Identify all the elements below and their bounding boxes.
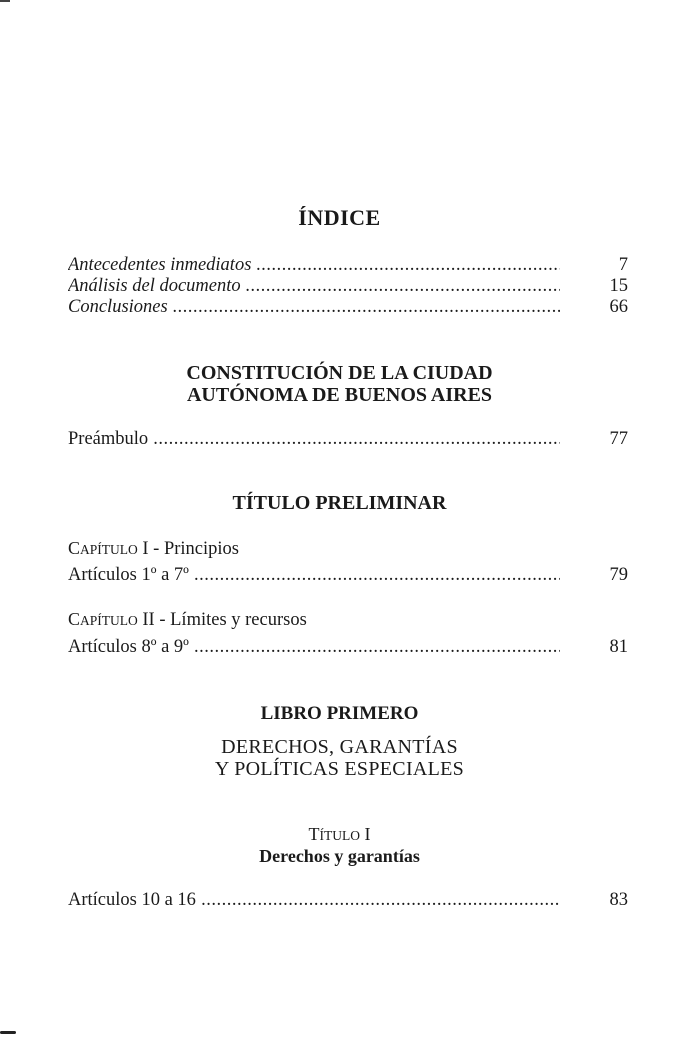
index-title: ÍNDICE xyxy=(298,205,381,230)
toc-entry-label: Artículos 10 a 16 ..... xyxy=(68,889,560,911)
toc-entry-page: 77 xyxy=(609,429,628,449)
titulo-i-heading: TÍTULO I xyxy=(308,824,371,844)
constitution-heading-line1: CONSTITUCIÓN DE LA CIUDAD xyxy=(186,362,493,384)
toc-entry-page: 81 xyxy=(609,637,628,657)
libro-heading: LIBRO PRIMERO xyxy=(260,703,419,724)
scan-mark-top xyxy=(0,0,10,2)
toc-entry-analisis[interactable] xyxy=(68,275,628,297)
toc-entry-preambulo[interactable] xyxy=(68,428,628,450)
toc-entry-articulos-8-9[interactable] xyxy=(68,636,628,658)
toc-entry-page: 83 xyxy=(609,890,628,910)
toc-entry-page: 79 xyxy=(609,565,628,585)
constitution-heading-line2: AUTÓNOMA DE BUENOS AIRES xyxy=(186,384,493,406)
chapter-name: II - Límites y recursos xyxy=(142,610,307,630)
toc-entry-conclusiones[interactable] xyxy=(68,296,628,318)
titulo-i-subtitle: Derechos y garantías xyxy=(259,846,420,866)
libro-subheading-line1: DERECHOS, GARANTÍAS xyxy=(221,736,458,758)
toc-entry-page: 7 xyxy=(618,255,628,275)
toc-entry-label: Análisis del documento ..... xyxy=(68,275,560,297)
toc-entry-label: Artículos 1º a 7º ..... xyxy=(68,564,560,586)
toc-entry-page: 66 xyxy=(609,297,628,317)
chapter-name: I - Principios xyxy=(142,539,239,559)
chapter-heading-1: CAPÍTULO I - Principios xyxy=(68,538,239,559)
scan-mark-bottom xyxy=(0,1031,16,1034)
chapter-heading-2: CAPÍTULO II - Límites y recursos xyxy=(68,609,307,630)
libro-subheading-line2: Y POLÍTICAS ESPECIALES xyxy=(214,758,465,780)
toc-entry-antecedentes[interactable] xyxy=(68,254,628,276)
toc-entry-articulos-1-7[interactable] xyxy=(68,564,628,586)
toc-entry-page: 15 xyxy=(609,276,628,296)
toc-entry-articulos-10-16[interactable] xyxy=(68,889,628,911)
titulo-preliminar-heading: TÍTULO PRELIMINAR xyxy=(232,492,447,514)
toc-entry-label: Preámbulo ..... xyxy=(68,428,560,450)
toc-entry-label: Antecedentes inmediatos ..... xyxy=(68,254,560,276)
toc-entry-label: Artículos 8º a 9º ..... xyxy=(68,636,560,658)
toc-entry-label: Conclusiones ..... xyxy=(68,296,560,318)
